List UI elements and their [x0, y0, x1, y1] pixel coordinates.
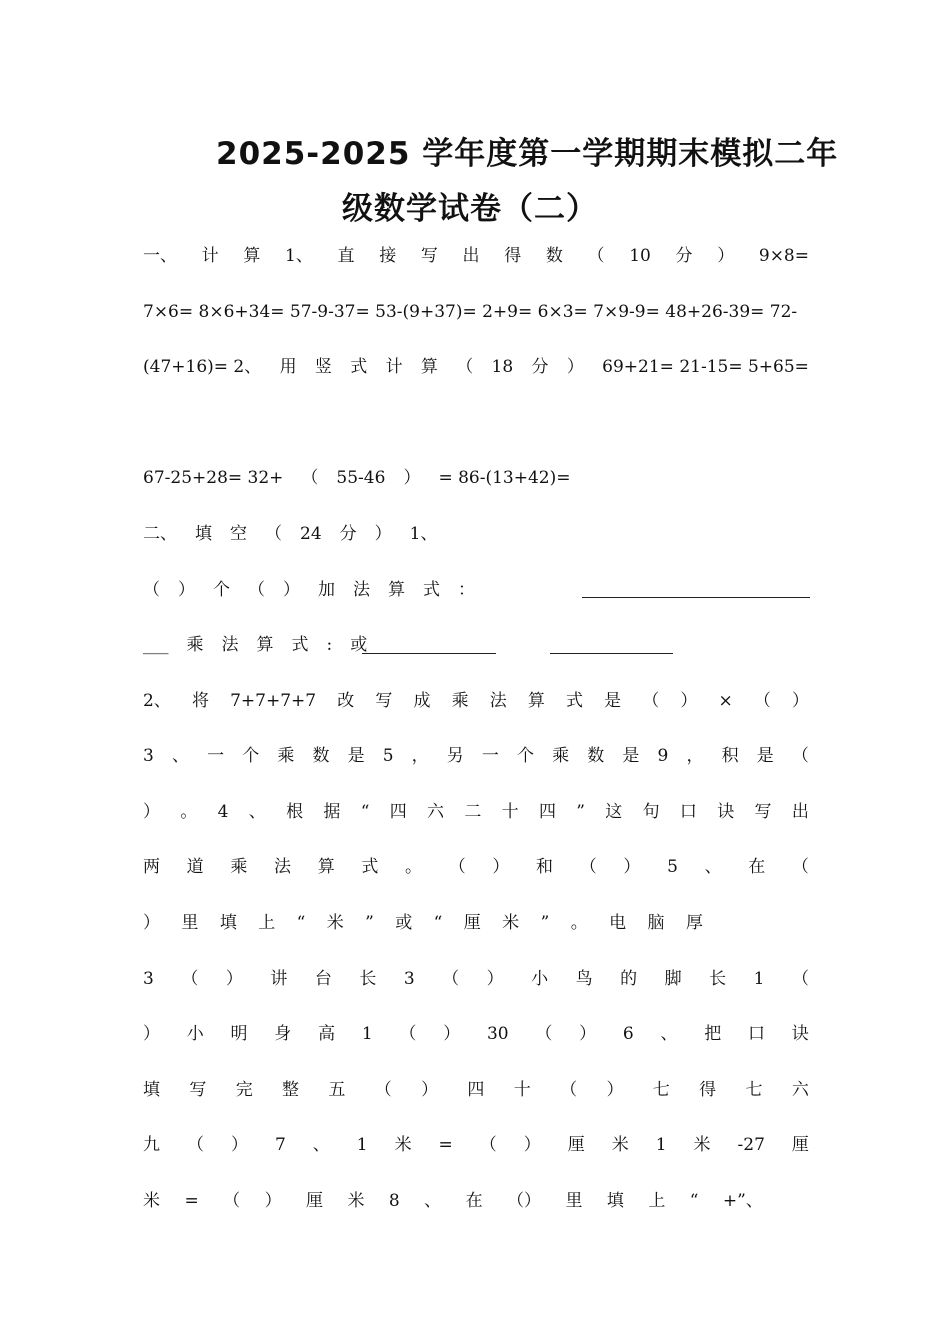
- text-token: 鸟: [575, 969, 593, 989]
- text-token: 台: [314, 969, 332, 989]
- text-token: 5: [382, 746, 394, 766]
- text-token: 七: [745, 1080, 763, 1100]
- text-token: （: [181, 969, 199, 989]
- text-token: 乘: [451, 691, 469, 711]
- text-token: 里: [181, 913, 199, 933]
- text-line: [143, 742, 809, 770]
- text-token: 6: [622, 1024, 634, 1044]
- text-token: 将: [191, 691, 209, 711]
- text-token: 二、: [143, 524, 177, 544]
- text-token: “: [433, 913, 443, 933]
- text-token: 一: [207, 746, 225, 766]
- text-token: 乘: [230, 857, 248, 877]
- text-token: 厘: [567, 1135, 585, 1155]
- text-token: 18: [491, 357, 514, 377]
- text-token: 厘: [791, 1135, 809, 1155]
- text-token: 2、: [143, 691, 171, 711]
- text-token: =: [184, 1191, 199, 1211]
- text-token: ）: [717, 246, 735, 266]
- text-line: [143, 631, 523, 659]
- text-line: [143, 1076, 809, 1104]
- text-token: 乘: [277, 746, 295, 766]
- text-token: （: [143, 580, 160, 600]
- text-token: 。: [180, 802, 198, 822]
- text-line: [143, 1020, 809, 1048]
- text-token: 出: [462, 246, 480, 266]
- text-token: （: [186, 1135, 204, 1155]
- text-token: 竖: [314, 357, 332, 377]
- text-token: 的: [620, 969, 638, 989]
- text-token: 另: [446, 746, 464, 766]
- text-token: （: [579, 857, 597, 877]
- text-token: 数: [545, 246, 563, 266]
- text-token: ）: [403, 468, 421, 488]
- text-token: =: [438, 1135, 453, 1155]
- text-token: 计: [385, 357, 403, 377]
- text-token: 7: [274, 1135, 286, 1155]
- exam-title-line-2: 级数学试卷（二）: [342, 191, 598, 227]
- text-token: ，: [411, 746, 429, 766]
- text-token: （: [587, 246, 605, 266]
- text-token: 讲: [270, 969, 288, 989]
- text-token: 五: [328, 1080, 346, 1100]
- text-token: “: [689, 1191, 699, 1211]
- text-token: 个: [517, 746, 535, 766]
- text-token: ）: [178, 580, 195, 600]
- text-token: 据: [323, 802, 341, 822]
- text-token: 两: [143, 857, 160, 877]
- text-token: 写: [420, 246, 438, 266]
- text-token: 、: [704, 857, 722, 877]
- text-token: 一、: [143, 246, 177, 266]
- text-token: 法: [353, 580, 370, 600]
- text-token: 写: [375, 691, 393, 711]
- text-token: 算: [256, 635, 274, 655]
- text-token: 1: [356, 1135, 368, 1155]
- text-line: [143, 576, 563, 604]
- text-token: 诀: [717, 802, 735, 822]
- text-token: 把: [704, 1024, 722, 1044]
- text-token: （: [442, 969, 460, 989]
- text-token: （: [248, 580, 265, 600]
- text-token: 法: [221, 635, 239, 655]
- text-token: （: [374, 1080, 392, 1100]
- text-token: 米: [394, 1135, 412, 1155]
- text-line: [143, 909, 703, 937]
- text-token: （: [791, 969, 809, 989]
- text-token: 积: [721, 746, 739, 766]
- text-token: 句: [642, 802, 660, 822]
- text-token: 或: [350, 635, 368, 655]
- text-token: （: [448, 857, 466, 877]
- text-token: 写: [754, 802, 772, 822]
- text-token: 上: [648, 1191, 666, 1211]
- text-line: [143, 1131, 809, 1159]
- text-token: 算: [527, 691, 545, 711]
- text-token: （: [535, 1024, 553, 1044]
- text-line: [143, 798, 809, 826]
- text-token: 里: [565, 1191, 583, 1211]
- text-token: 脑: [647, 913, 665, 933]
- text-token: 算: [420, 357, 438, 377]
- text-token: :: [326, 635, 333, 655]
- text-line: [143, 464, 809, 492]
- text-token: 法: [274, 857, 292, 877]
- text-token: 直: [337, 246, 355, 266]
- text-token: ）: [143, 1024, 160, 1044]
- text-token: 式: [361, 857, 379, 877]
- text-token: ×: [718, 691, 733, 711]
- text-token: 脚: [664, 969, 682, 989]
- text-token: （: [301, 468, 319, 488]
- text-token: ）: [680, 691, 698, 711]
- text-token: 六: [427, 802, 445, 822]
- text-token: （: [479, 1135, 497, 1155]
- text-token: 二: [464, 802, 482, 822]
- text-line: [143, 242, 809, 270]
- text-token: ）: [443, 1024, 461, 1044]
- text-token: 四: [538, 802, 556, 822]
- text-token: 填: [219, 913, 237, 933]
- text-line: [143, 353, 809, 381]
- text-token: 计: [201, 246, 219, 266]
- text-token: 填: [143, 1080, 160, 1100]
- text-token: (47+16)= 2、: [143, 357, 262, 377]
- text-token: 算: [388, 580, 405, 600]
- text-token: ）: [492, 857, 510, 877]
- text-token: ）: [143, 913, 160, 933]
- text-line: [143, 853, 809, 881]
- text-token: 四: [467, 1080, 485, 1100]
- text-token: 数: [587, 746, 605, 766]
- text-token: 米: [693, 1135, 711, 1155]
- text-token: ”: [576, 802, 585, 822]
- text-token: 5: [667, 857, 678, 877]
- text-token: （: [456, 357, 474, 377]
- text-token: 。: [570, 913, 588, 933]
- text-token: 改: [337, 691, 355, 711]
- text-token: 填: [195, 524, 212, 544]
- text-token: ）: [566, 357, 584, 377]
- text-token: 法: [489, 691, 507, 711]
- text-token: 九: [143, 1135, 160, 1155]
- text-token: 9: [657, 746, 669, 766]
- text-token: 诀: [791, 1024, 809, 1044]
- text-token: 出: [791, 802, 809, 822]
- text-token: 厘: [306, 1191, 323, 1211]
- text-token: 长: [359, 969, 377, 989]
- text-token: 长: [709, 969, 727, 989]
- text-line: [143, 520, 493, 548]
- text-token: 、: [171, 746, 189, 766]
- text-token: 是: [604, 691, 622, 711]
- text-token: 个: [213, 580, 230, 600]
- text-token: 米: [326, 913, 344, 933]
- text-token: 六: [791, 1080, 809, 1100]
- text-token: ）: [143, 802, 160, 822]
- text-token: 小: [531, 969, 549, 989]
- text-token: 式: [565, 691, 583, 711]
- text-token: 高: [318, 1024, 336, 1044]
- text-token: ）: [374, 524, 392, 544]
- text-token: 式: [291, 635, 309, 655]
- text-token: 1、: [409, 524, 438, 544]
- text-token: ）: [421, 1080, 439, 1100]
- text-token: 55-46: [336, 468, 386, 488]
- text-token: 、: [248, 802, 266, 822]
- text-token: 1: [361, 1024, 373, 1044]
- text-token: 30: [486, 1024, 509, 1044]
- text-token: 上: [258, 913, 276, 933]
- text-token: （: [223, 1191, 241, 1211]
- text-token: +”、: [722, 1191, 763, 1211]
- text-token: ）: [523, 1135, 541, 1155]
- text-token: 加: [318, 580, 335, 600]
- text-token: 1: [655, 1135, 667, 1155]
- text-token: ）: [230, 1135, 248, 1155]
- text-line: [143, 1187, 763, 1215]
- text-token: 得: [504, 246, 522, 266]
- text-token: 米: [502, 913, 520, 933]
- text-token: （: [791, 746, 809, 766]
- text-token: 七: [652, 1080, 670, 1100]
- text-token: ）: [486, 969, 504, 989]
- text-token: 写: [189, 1080, 207, 1100]
- text-token: ”: [365, 913, 374, 933]
- text-token: 、: [660, 1024, 678, 1044]
- text-token: 这: [605, 802, 623, 822]
- text-token: 道: [186, 857, 204, 877]
- text-token: 分: [339, 524, 357, 544]
- text-token: 是: [622, 746, 640, 766]
- text-token: 69+21= 21-15= 5+65=: [602, 357, 809, 377]
- text-token: 接: [379, 246, 397, 266]
- text-token: 明: [230, 1024, 248, 1044]
- text-token: 分: [531, 357, 549, 377]
- text-token: 1、: [285, 246, 313, 266]
- text-token: ）: [579, 1024, 597, 1044]
- text-token: 式: [423, 580, 440, 600]
- text-token: 9×8=: [758, 246, 809, 266]
- text-token: ）: [225, 969, 243, 989]
- text-token: 米: [611, 1135, 629, 1155]
- text-token: 根: [286, 802, 304, 822]
- text-token: 67-25+28= 32+: [143, 468, 284, 488]
- text-token: -27: [737, 1135, 765, 1155]
- text-token: （: [642, 691, 660, 711]
- text-token: 3: [143, 969, 154, 989]
- text-token: （: [753, 691, 771, 711]
- text-token: ）: [264, 1191, 282, 1211]
- text-token: 填: [606, 1191, 624, 1211]
- text-token: = 86-(13+42)=: [438, 468, 571, 488]
- text-token: ）: [283, 580, 300, 600]
- text-token: ）: [791, 691, 809, 711]
- text-token: 米: [347, 1191, 365, 1211]
- text-token: ___: [143, 635, 169, 655]
- text-token: 是: [756, 746, 774, 766]
- text-token: 算: [243, 246, 261, 266]
- text-token: 米: [143, 1191, 160, 1211]
- text-token: 。: [405, 857, 423, 877]
- text-token: 式: [350, 357, 368, 377]
- text-token: 得: [699, 1080, 717, 1100]
- text-token: ）: [606, 1080, 624, 1100]
- text-token: 电: [609, 913, 627, 933]
- text-token: 分: [675, 246, 693, 266]
- text-token: 口: [748, 1024, 766, 1044]
- text-token: 是: [347, 746, 365, 766]
- text-token: 用: [279, 357, 297, 377]
- text-token: 或: [395, 913, 413, 933]
- text-token: ：: [458, 580, 475, 600]
- text-token: 乘: [552, 746, 570, 766]
- text-token: 身: [274, 1024, 292, 1044]
- text-token: 成: [413, 691, 431, 711]
- text-token: ）: [623, 857, 641, 877]
- text-token: 3: [403, 969, 415, 989]
- text-token: 4: [217, 802, 229, 822]
- text-token: 7+7+7+7: [230, 691, 317, 711]
- text-token: “: [296, 913, 306, 933]
- text-token: 厘: [463, 913, 481, 933]
- text-token: 口: [679, 802, 697, 822]
- text-token: 7×6= 8×6+34= 57-9-37= 53-(9+37)= 2+9= 6×3= 7×9-9= 48+26-39= 72-: [143, 302, 798, 322]
- text-token: 乘: [186, 635, 204, 655]
- text-token: （: [791, 857, 809, 877]
- text-token: 个: [242, 746, 260, 766]
- text-token: ”: [540, 913, 550, 933]
- text-token: 24: [300, 524, 322, 544]
- text-token: （: [560, 1080, 578, 1100]
- text-token: 在: [748, 857, 766, 877]
- text-token: 空: [230, 524, 247, 544]
- exam-title-line-1: 2025-2025 学年度第一学期期末模拟二年: [216, 136, 839, 172]
- text-token: （: [265, 524, 282, 544]
- blank-line-multiplication-1: [362, 653, 496, 654]
- text-token: 3: [143, 746, 154, 766]
- text-token: 10: [629, 246, 651, 266]
- text-token: 一: [481, 746, 499, 766]
- text-token: 1: [753, 969, 765, 989]
- text-token: 数: [312, 746, 330, 766]
- text-token: 完: [235, 1080, 253, 1100]
- text-token: 十: [513, 1080, 531, 1100]
- text-line: [143, 965, 809, 993]
- text-line: [143, 687, 809, 715]
- text-token: 、: [312, 1135, 330, 1155]
- text-token: 十: [501, 802, 519, 822]
- text-token: “: [360, 802, 370, 822]
- text-token: 、: [424, 1191, 442, 1211]
- text-token: 小: [186, 1024, 204, 1044]
- text-token: 整: [282, 1080, 300, 1100]
- text-token: 四: [389, 802, 407, 822]
- text-token: ，: [686, 746, 704, 766]
- text-token: 和: [536, 857, 554, 877]
- text-token: 厚: [685, 913, 703, 933]
- text-token: 算: [317, 857, 335, 877]
- text-token: 8: [388, 1191, 400, 1211]
- blank-line-addition: [582, 597, 810, 598]
- blank-line-multiplication-2: [550, 653, 673, 654]
- text-token: （）: [507, 1191, 542, 1211]
- text-token: （: [399, 1024, 417, 1044]
- text-token: 在: [465, 1191, 483, 1211]
- text-line: [143, 298, 809, 326]
